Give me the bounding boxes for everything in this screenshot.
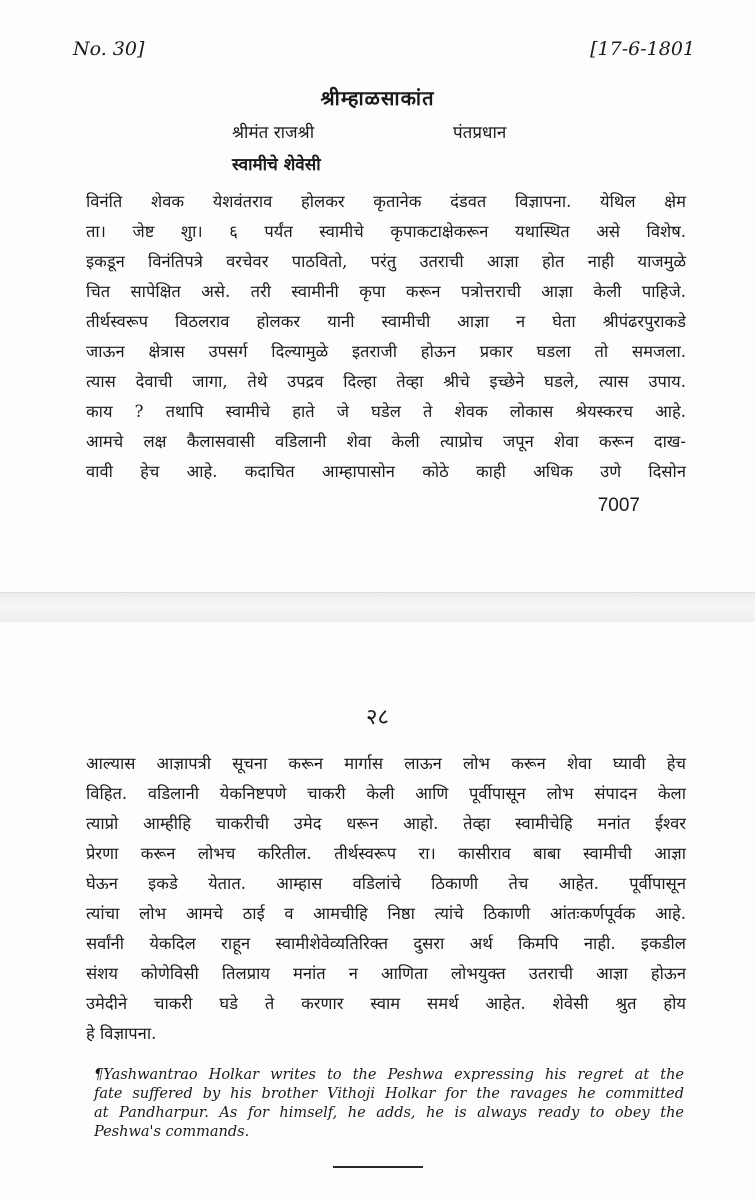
serial-number: 7007 <box>597 495 640 516</box>
english-summary-line: fate suffered by his brother Vithoji Holkar for the ravages he committed <box>94 1086 684 1102</box>
body-line: त्यांचा लोभ आमचे ठाई व आमचीहि निष्ठा त्यांचे ठिकाणी आंतःकर्णपूर्वक आहे. <box>86 904 686 923</box>
body-line: आमचे लक्ष कैलासवासी वडिलानी शेवा केली त्याप्रोच जपून शेवा करून दाख- <box>86 432 686 451</box>
end-rule <box>333 1166 423 1168</box>
body-line: त्यास देवाची जागा, तेथे उपद्रव दिल्हा तेव्हा श्रीचे इच्छेने घडले, त्यास उपाय. <box>86 372 686 391</box>
body-line: विनंति शेवक येशवंतराव होलकर कृतानेक दंडवत विज्ञापना. येथिल क्षेम <box>86 192 686 211</box>
addressee-honorific: श्रीमंत राजश्री <box>232 123 315 143</box>
invocation-title: श्रीम्हाळसाकांत <box>320 86 435 110</box>
page-divider <box>0 592 755 624</box>
body-line: इकडून विनंतिपत्रे वरचेवर पाठवितो, परंतु उतराची आज्ञा होत नाही याजमुळे <box>86 252 686 271</box>
document-number: No. 30] <box>73 38 145 60</box>
body-line: जाऊन क्षेत्रास उपसर्ग दिल्यामुळे इतराजी होऊन प्रकार घडला तो समजला. <box>86 342 686 361</box>
body-line: हे विज्ञापना. <box>86 1024 157 1043</box>
body-line: वावी हेच आहे. कदाचित आम्हापासोन कोठे काही अधिक उणे दिसोन <box>86 462 686 481</box>
body-line: विहित. वडिलानी येकनिष्टपणे चाकरी केली आणि पूर्वीपासून लोभ संपादन केला <box>86 784 686 803</box>
body-line: प्रेरणा करून लोभच करितील. तीर्थस्वरूप रा। कासीराव बाबा स्वामीची आज्ञा <box>86 844 686 863</box>
document-date: [17-6-1801 <box>590 38 695 60</box>
body-line: काय ? तथापि स्वामीचे हाते जे घडेल ते शेवक लोकास श्रेयस्करच आहे. <box>86 402 686 421</box>
upper-page <box>0 0 755 592</box>
body-line: त्याप्रो आम्हीहि चाकरीची उमेद धरून आहो. तेव्हा स्वामीचेहि मनांत ईश्वर <box>86 814 686 833</box>
addressee-title: पंतप्रधान <box>453 123 507 143</box>
body-line: तीर्थस्वरूप विठलराव होलकर यानी स्वामीची आज्ञा न घेता श्रीपंढरपुराकडे <box>86 312 686 331</box>
body-line: आल्यास आज्ञापत्री सूचना करून मार्गास लाऊन लोभ करून शेवा घ्यावी हेच <box>86 754 686 773</box>
english-summary-line: at Pandharpur. As for himself, he adds, he is always ready to obey the <box>94 1105 684 1121</box>
body-line: संशय कोणेविसी तिलप्राय मनांत न आणिता लोभयुक्त उतराची आज्ञा होऊन <box>86 964 686 983</box>
english-summary-line: Peshwa's commands. <box>94 1124 250 1140</box>
body-line: घेऊन इकडे येतात. आम्हास वडिलांचे ठिकाणी तेच आहेत. पूर्वीपासून <box>86 874 686 893</box>
body-line: ता। जेष्ट शुा। ६ पर्यंत स्वामीचे कृपाकटाक्षेकरून यथास्थित असे विशेष. <box>86 222 686 241</box>
english-summary-line: ¶Yashwantrao Holkar writes to the Peshwa expressing his regret at the <box>94 1067 684 1083</box>
body-line: उमेदीने चाकरी घडे ते करणार स्वाम समर्थ आहेत. शेवेसी श्रुत होय <box>86 994 686 1013</box>
page-number: २८ <box>366 705 389 730</box>
addressee-line: स्वामीचे शेवेसी <box>232 155 321 175</box>
body-line: सर्वांनी येकदिल राहून स्वामीशेवेव्यतिरिक्त दुसरा अर्थ किमपि नाही. इकडील <box>86 934 686 953</box>
body-line: चित सापेक्षित असे. तरी स्वामीनी कृपा करून पत्रोत्तराची आज्ञा केली पाहिजे. <box>86 282 686 301</box>
